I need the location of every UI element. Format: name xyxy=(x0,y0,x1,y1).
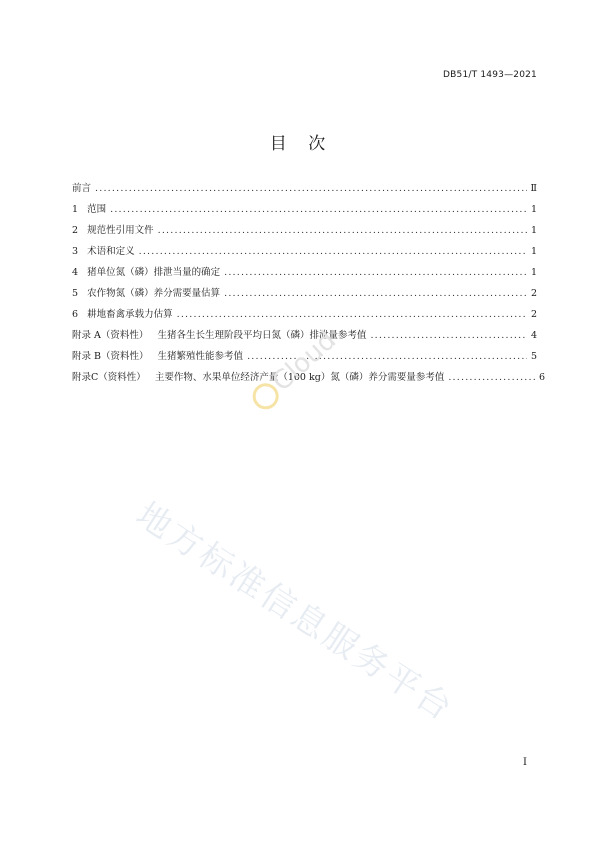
dot-leader xyxy=(224,262,527,283)
toc-entry-label: 2 规范性引用文件 xyxy=(72,225,154,236)
dot-leader xyxy=(177,304,527,325)
toc-entry-label: 4 猪单位氮（磷）排泄当量的确定 xyxy=(72,267,221,278)
toc-entry-section-4[interactable] xyxy=(72,262,537,283)
toc-entry-normative-references[interactable] xyxy=(72,220,537,241)
toc-entry-page: 1 xyxy=(530,225,537,236)
dot-leader xyxy=(158,220,527,241)
toc-entry-page: Ⅱ xyxy=(530,183,537,194)
watermark-logo-text: Cloud xyxy=(266,325,343,398)
dot-leader xyxy=(110,199,527,220)
toc-entry-terms[interactable] xyxy=(72,241,537,262)
dot-leader xyxy=(224,283,527,304)
toc-entry-foreword[interactable] xyxy=(72,178,537,199)
toc-entry-label: 附录C（资料性） 主要作物、水果单位经济产量（100 kg）氮（磷）养分需要量参考值 xyxy=(72,372,445,383)
toc-entry-section-5[interactable] xyxy=(72,283,537,304)
toc-entry-page: 6 xyxy=(538,372,545,383)
page-title: 目 次 xyxy=(269,134,326,154)
toc-entry-label: 附录 B（资料性） 生猪繁殖性能参考值 xyxy=(72,351,244,362)
toc-entry-scope[interactable] xyxy=(72,199,537,220)
toc-entry-label: 1 范围 xyxy=(72,204,107,215)
watermark-text: 地方标准信息服务平台 xyxy=(128,494,461,730)
dot-leader xyxy=(448,367,535,388)
toc-entry-label: 前言 xyxy=(72,183,92,194)
toc-entry-label: 5 农作物氮（磷）养分需要量估算 xyxy=(72,288,221,299)
toc-entry-page: 5 xyxy=(530,351,537,362)
toc-entry-page: 2 xyxy=(530,288,537,299)
toc-entry-page: 1 xyxy=(530,267,537,278)
toc-entry-page: 2 xyxy=(530,309,537,320)
page-number: I xyxy=(523,757,527,768)
standard-number: DB51/T 1493—2021 xyxy=(443,70,537,80)
toc-entry-label: 附录 A（资料性） 生猪各生长生理阶段平均日氮（磷）排泄量参考值 xyxy=(72,330,367,341)
toc-entry-page: 1 xyxy=(530,204,537,215)
dot-leader xyxy=(95,178,527,199)
toc-entry-page: 4 xyxy=(530,330,537,341)
dot-leader xyxy=(370,325,527,346)
toc-entry-page: 1 xyxy=(530,246,537,257)
toc-entry-section-6[interactable] xyxy=(72,304,537,325)
toc-entry-label: 3 术语和定义 xyxy=(72,246,135,257)
toc-entry-label: 6 耕地畜禽承载力估算 xyxy=(72,309,173,320)
dot-leader xyxy=(139,241,527,262)
